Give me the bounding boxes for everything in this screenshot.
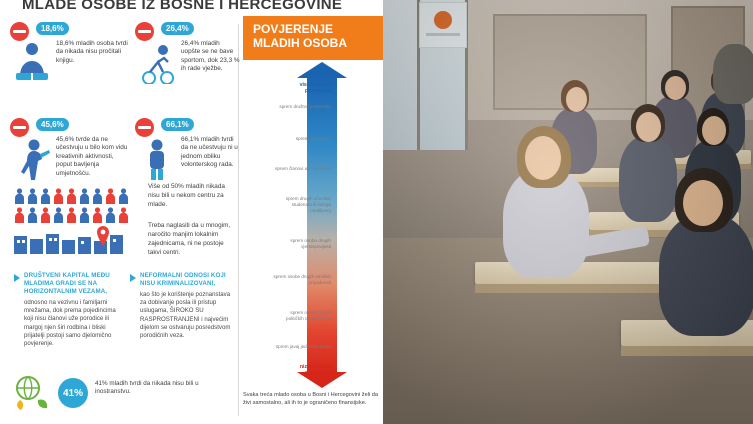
stat-percent-badge: 18,6% [36, 22, 69, 35]
photo-student [713, 44, 753, 104]
infographic-title-bar [0, 0, 383, 16]
person-icon [79, 188, 90, 204]
leaf-globe-icon [14, 374, 50, 412]
trust-label-low: nizak stepen povjerenja [299, 364, 331, 376]
bullet-text: odnosno na vezivnu i familjarni mrežama, dok prema pojedincima koji nisu članovi uže porodice ili margoj njen širi rodbina i bliski prijatelji postoji samo djelomično povjerenje. [24, 299, 116, 348]
volunteer-person-icon [137, 138, 177, 180]
people-row [14, 188, 132, 204]
stats-column-right [135, 22, 240, 208]
classroom-photo [383, 0, 753, 424]
bullet-block [130, 272, 234, 340]
photo-student-head [636, 112, 661, 142]
person-icon [14, 207, 25, 223]
buildings-icon-row [14, 232, 134, 254]
people-note: Više od 50% mladih nikada nisu bili u nekom centru za mlade. [148, 183, 225, 208]
stat-percent-badge: 66,1% [161, 118, 194, 131]
trust-level-label: sprem javaj jedinstvo vlada [275, 344, 331, 349]
person-icon [53, 188, 64, 204]
stat-circle-text: 41% mladih tvrdi da nikada nisu bili u inostranstvu. [95, 380, 199, 396]
bullet-block [14, 272, 119, 348]
trust-level-label: sprem povjerenja [295, 136, 331, 141]
stat-block [135, 22, 240, 110]
arrow-gradient-body [307, 76, 337, 374]
photo-poster [419, 2, 467, 48]
footnote-text: Svaka treća mlado osoba u Bosni i Hercegovini želi da živi samostalno, ali ih to je ograničeno finansijske. [243, 392, 378, 406]
location-pin-icon [96, 226, 110, 246]
photo-student [619, 136, 677, 222]
person-icon [105, 207, 116, 223]
stat-text: 45,6% tvrde da ne učestvuju u bilo kom vidu kreativnih aktivnosti, poput bavljenja umjetnošću. [56, 136, 128, 177]
trust-level-label: sprem drugih učenika/ studenata ili kolega osobljenoj [285, 196, 331, 213]
person-icon [66, 207, 77, 223]
bullet-text: kao što je korištenje poznanstava za dobivanje posla ili pristup uslugama, ŠIROKO SU RASPROSTRANJENI i najvećim dijelom se ostvaruju posredstvom porodičnih veza. [140, 291, 231, 340]
person-icon [14, 188, 25, 204]
person-icon [105, 188, 116, 204]
stat-text: 18,6% mladih osoba tvrdi da nikada nisu pročitali knjigu. [56, 40, 128, 64]
person-icon [40, 207, 51, 223]
person-icon [92, 207, 103, 223]
no-entry-icon [10, 118, 29, 137]
stat-text: 66,1% mladih tvrdi da ne učestvuju ni u jednom obliku volonterskog rada. [181, 136, 238, 169]
trust-level-label: sprem osobe drugih političkih opredjeljenja [286, 310, 331, 321]
stat-block [10, 22, 130, 110]
trust-level-label: sprem članovi uže porodice [275, 166, 331, 171]
people-row [14, 207, 132, 223]
photo-student-head [665, 76, 686, 100]
photo-student-head [683, 180, 723, 226]
reading-person-icon [12, 42, 52, 84]
person-icon [118, 188, 129, 204]
trust-level-label: sprem osoba drugih vjeroispovijesti [290, 238, 331, 249]
stat-circle-41: 41% [58, 378, 88, 408]
photo-student-head [566, 87, 587, 112]
stat-percent-badge: 26,4% [161, 22, 194, 35]
person-icon [27, 207, 38, 223]
bullet-heading: NEFORMALNI ODNOSI KOJI NISU KRIMINALIZOVANI, [140, 272, 226, 287]
trust-panel-title: POVJERENJE MLADIH OSOBA [253, 22, 347, 50]
photo-desk-edge [621, 346, 753, 356]
trust-panel-header [243, 16, 383, 60]
people-note-secondary: Treba naglasiti da u mnogim, naročito manjim lokalnim zajednicama, ni ne postoje takvi centri. [148, 222, 231, 256]
stat-percent-badge: 45,6% [36, 118, 69, 131]
cyclist-icon [137, 42, 177, 84]
photo-student-head [702, 116, 726, 145]
stats-column-left [10, 22, 130, 208]
no-entry-icon [135, 22, 154, 41]
no-entry-icon [135, 118, 154, 137]
trust-arrow-diagram [243, 62, 383, 392]
person-icon [27, 188, 38, 204]
person-icon [66, 188, 77, 204]
stat-text: 26,4% mladih uopšte se ne bave sportom, dok 23,3 % ih rade vježbe. [181, 40, 240, 73]
trust-level-label: sprem društvo povjerenja [279, 104, 331, 109]
people-note-block [148, 182, 234, 257]
bullet-heading: DRUŠTVENI KAPITAL MEĐU MLADIMA GRADI SE NA HORIZONTALNIM VEZAMA, [24, 272, 110, 295]
page-title: MLADE OSOBE IZ BOSNE I HERCEGOVINE [22, 0, 343, 13]
bullet-item [130, 272, 234, 340]
photo-desk-edge [475, 284, 665, 293]
bullet-item [14, 272, 119, 348]
trust-level-label: sprem osobe drugih etničkih pripadnosti [273, 274, 331, 285]
no-entry-icon [10, 22, 29, 41]
photo-student-front [659, 214, 753, 336]
trust-label-high: visok stepen povjerenja [299, 82, 331, 94]
photo-student-head [525, 136, 561, 180]
person-icon [40, 188, 51, 204]
person-icon [92, 188, 103, 204]
people-pictogram-group [14, 188, 132, 226]
dancing-person-icon [12, 138, 52, 180]
person-icon [118, 207, 129, 223]
person-icon [79, 207, 90, 223]
person-icon [53, 207, 64, 223]
